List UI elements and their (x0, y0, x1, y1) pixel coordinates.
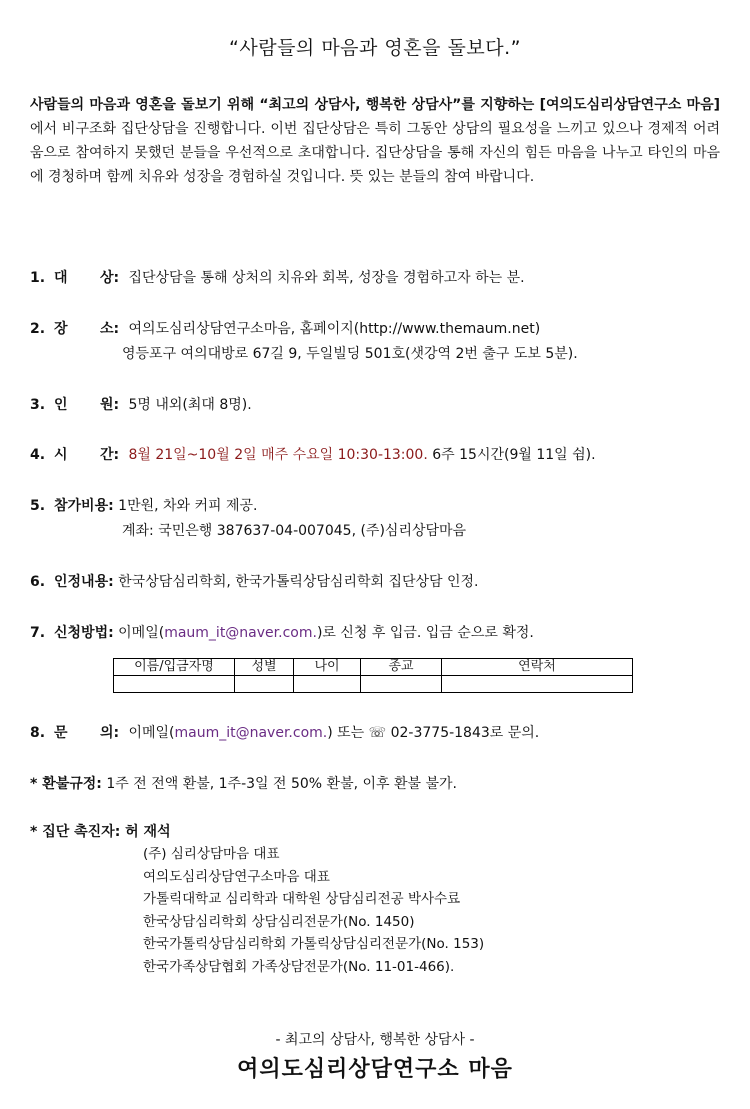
item-text: 1만원, 차와 커피 제공. (118, 498, 258, 514)
fee-account: 계좌: 국민은행 387637-04-007045, (주)심리상담마음 (122, 523, 467, 539)
item-fee (30, 494, 730, 518)
item-number: 6. (30, 574, 46, 590)
table-cell[interactable] (442, 676, 633, 693)
item-text: 이메일( (128, 725, 175, 741)
email-link[interactable]: maum_it@naver.com. (174, 725, 328, 741)
item-number: 8. (30, 725, 46, 741)
item-label: 문 의: (54, 725, 120, 741)
credential-line: 가톨릭대학교 심리학과 대학원 상담심리전공 박사수료 (143, 891, 461, 907)
table-cell[interactable] (114, 676, 235, 693)
credential-line: 한국상담심리학회 상담심리전문가(No. 1450) (143, 913, 415, 930)
table-header-cell: 종교 (361, 659, 442, 676)
item-label: 신청방법: (54, 625, 114, 641)
item-number: 5. (30, 498, 46, 514)
item-people (30, 393, 730, 417)
footer-slogan: - 최고의 상담사, 행복한 상담사 - (275, 1032, 475, 1048)
footer-org-name: 여의도심리상담연구소 마음 (237, 1057, 513, 1082)
item-label: 장 소: (54, 321, 120, 337)
email-link[interactable]: maum_it@naver.com. (164, 625, 317, 641)
item-label: * 집단 촉진자: 허 재석 (30, 824, 171, 840)
application-form-table (113, 658, 633, 693)
page-title: “사람들의 마음과 영혼을 돌보다.” (229, 37, 521, 59)
table-header-cell: 나이 (294, 659, 361, 676)
item-number: 3. (30, 397, 46, 413)
intro-text: 에서 비구조화 집단상담을 진행합니다. 이번 집단상담은 특히 그동안 상담의 필요성을 느끼고 있으나 경제적 어려움으로 참여하지 못했던 분들을 우선적으로 초대합니다. 집단상담을 통해 자신의 힘든 마음을 나누고 타인의 마음에 경청하며 함께 치유와 성장을 경험하실 것입니다. 뜻 있는 분들의 참여 바랍니다. (30, 121, 720, 185)
intro-paragraph (30, 93, 720, 189)
time-rest: 6주 15시간(9월 11일 쉼). (427, 447, 596, 463)
item-refund (30, 772, 730, 796)
item-number: 4. (30, 447, 46, 463)
item-text: 집단상담을 통해 상처의 치유와 회복, 성장을 경험하고자 하는 분. (128, 270, 525, 286)
credential-line: 한국가족상담협회 가족상담전문가(No. 11-01-466). (143, 958, 455, 975)
item-label: 시 간: (54, 447, 120, 463)
item-time (30, 443, 730, 467)
item-text: 한국상담심리학회, 한국가톨릭상담심리학회 집단상담 인정. (118, 574, 479, 590)
item-text: 1주 전 전액 환불, 1주-3일 전 50% 환불, 이후 환불 불가. (106, 776, 457, 792)
item-text: ) 또는 ☏ 02-3775-1843로 문의. (327, 725, 540, 741)
table-header-row (114, 659, 633, 676)
table-header-cell: 이름/입금자명 (114, 659, 235, 676)
item-contact (30, 721, 730, 745)
table-cell[interactable] (235, 676, 294, 693)
credential-line: 여의도심리상담연구소마음 대표 (143, 868, 330, 885)
table-cell[interactable] (294, 676, 361, 693)
item-text: 여의도심리상담연구소마음, 홈페이지(http://www.themaum.net) (128, 321, 541, 337)
item-text: 5명 내외(최대 8명). (128, 397, 252, 413)
item-label: 인정내용: (54, 574, 114, 590)
place-address: 영등포구 여의대방로 67길 9, 두일빌딩 501호(샛강역 2번 출구 도보 5분). (122, 346, 578, 362)
item-label: 참가비용: (54, 498, 114, 514)
item-cert (30, 570, 730, 594)
item-label: * 환불규정: (30, 776, 102, 792)
item-apply (30, 621, 730, 645)
item-target (30, 266, 730, 290)
facilitator-credentials (143, 843, 484, 978)
table-header-cell: 성별 (235, 659, 294, 676)
item-number: 7. (30, 625, 46, 641)
item-text: 이메일( (118, 625, 165, 641)
intro-bold: 사람들의 마음과 영혼을 돌보기 위해 “최고의 상담사, 행복한 상담사”를 지향하는 [여의도심리상담연구소 마음] (30, 97, 720, 113)
table-row (114, 676, 633, 693)
item-number: 2. (30, 321, 46, 337)
credential-line: 한국가톨릭상담심리학회 가톨릭상담심리전문가(No. 153) (143, 936, 485, 952)
item-number: 1. (30, 270, 46, 286)
item-text: )로 신청 후 입금. 입금 순으로 확정. (316, 625, 534, 641)
time-highlight: 8월 21일~10월 2일 매주 수요일 10:30-13:00. (128, 447, 428, 463)
item-label: 인 원: (54, 397, 120, 413)
table-header-cell: 연락처 (442, 659, 633, 676)
item-place (30, 317, 730, 341)
credential-line: (주) 심리상담마음 대표 (143, 846, 280, 862)
table-cell[interactable] (361, 676, 442, 693)
item-label: 대 상: (54, 270, 120, 286)
item-facilitator (30, 820, 730, 844)
